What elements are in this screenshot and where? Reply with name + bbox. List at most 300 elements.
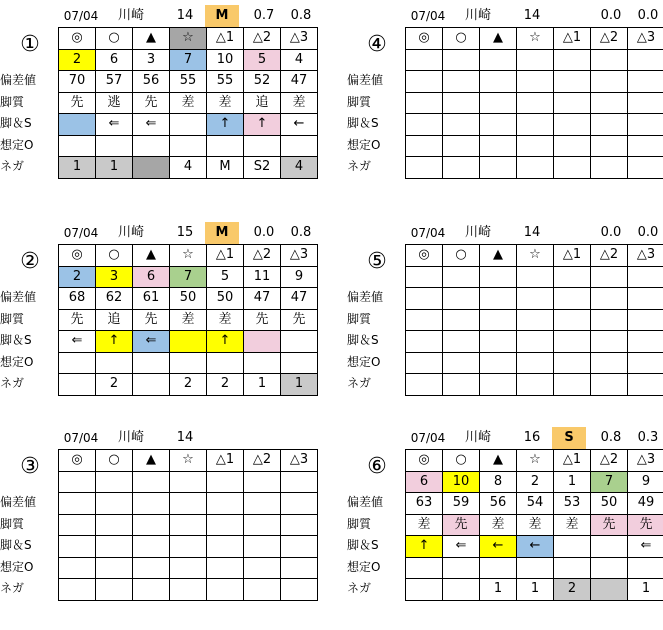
grid-cell[interactable]	[170, 114, 207, 136]
grid-cell[interactable]: 先	[443, 514, 480, 536]
grid-cell[interactable]	[244, 514, 281, 536]
grid-cell[interactable]: △1	[207, 28, 244, 50]
grid-cell[interactable]	[406, 288, 443, 310]
grid-cell[interactable]	[480, 71, 517, 93]
grid-cell[interactable]	[443, 266, 480, 288]
grid-cell[interactable]: 57	[96, 71, 133, 93]
grid-cell[interactable]	[133, 514, 170, 536]
grid-cell[interactable]: S2	[244, 157, 281, 179]
grid-cell[interactable]	[133, 352, 170, 374]
grid-cell[interactable]	[443, 71, 480, 93]
grid-cell[interactable]: 1	[628, 579, 663, 601]
grid-cell[interactable]	[406, 557, 443, 579]
grid-cell[interactable]	[591, 309, 628, 331]
grid-cell[interactable]	[96, 135, 133, 157]
grid-cell[interactable]: ▲	[133, 28, 170, 50]
grid-cell[interactable]: 54	[517, 493, 554, 515]
grid-cell[interactable]: 11	[244, 266, 281, 288]
grid-cell[interactable]	[406, 71, 443, 93]
grid-cell[interactable]	[281, 493, 318, 515]
grid-cell[interactable]	[281, 557, 318, 579]
grid-cell[interactable]	[591, 71, 628, 93]
grid-cell[interactable]	[406, 114, 443, 136]
grid-cell[interactable]	[554, 266, 591, 288]
grid-cell[interactable]	[244, 579, 281, 601]
grid-cell[interactable]	[628, 266, 663, 288]
grid-cell[interactable]: ◎	[59, 450, 96, 472]
grid-cell[interactable]	[59, 471, 96, 493]
grid-cell[interactable]	[133, 536, 170, 558]
grid-cell[interactable]: ▲	[133, 245, 170, 267]
grid-cell[interactable]: △1	[207, 245, 244, 267]
grid-cell[interactable]: ☆	[517, 245, 554, 267]
grid-cell[interactable]	[628, 114, 663, 136]
grid-cell[interactable]: ⇐	[96, 114, 133, 136]
grid-cell[interactable]	[517, 92, 554, 114]
grid-cell[interactable]	[628, 331, 663, 353]
grid-cell[interactable]: △3	[628, 245, 663, 267]
grid-cell[interactable]: 4	[170, 157, 207, 179]
grid-cell[interactable]	[554, 352, 591, 374]
grid-cell[interactable]	[480, 288, 517, 310]
grid-cell[interactable]: △3	[281, 245, 318, 267]
grid-cell[interactable]	[443, 309, 480, 331]
grid-cell[interactable]: ☆	[170, 28, 207, 50]
grid-cell[interactable]: ↑	[207, 114, 244, 136]
grid-cell[interactable]	[133, 579, 170, 601]
grid-cell[interactable]: 差	[281, 92, 318, 114]
grid-cell[interactable]: ↑	[406, 536, 443, 558]
grid-cell[interactable]	[207, 135, 244, 157]
grid-cell[interactable]	[406, 157, 443, 179]
grid-cell[interactable]: 55	[207, 71, 244, 93]
grid-cell[interactable]	[133, 157, 170, 179]
grid-cell[interactable]: 62	[96, 288, 133, 310]
grid-cell[interactable]	[554, 92, 591, 114]
grid-cell[interactable]	[628, 71, 663, 93]
grid-cell[interactable]	[244, 471, 281, 493]
grid-cell[interactable]	[628, 92, 663, 114]
grid-cell[interactable]: 差	[517, 514, 554, 536]
grid-cell[interactable]: △2	[244, 28, 281, 50]
grid-cell[interactable]	[443, 352, 480, 374]
grid-cell[interactable]	[207, 493, 244, 515]
grid-cell[interactable]	[517, 71, 554, 93]
row-label: ネガ	[0, 581, 25, 595]
grid-cell[interactable]	[207, 579, 244, 601]
grid-cell[interactable]: ←	[517, 536, 554, 558]
grid-cell[interactable]: ⇐	[443, 536, 480, 558]
grid-cell[interactable]	[517, 114, 554, 136]
grid-cell[interactable]	[443, 114, 480, 136]
grid-cell[interactable]: ○	[443, 28, 480, 50]
grid-cell[interactable]	[406, 579, 443, 601]
grid-cell[interactable]	[96, 471, 133, 493]
grid-cell[interactable]	[517, 135, 554, 157]
grid-cell[interactable]	[591, 135, 628, 157]
grid-cell[interactable]: 56	[133, 71, 170, 93]
grid-cell[interactable]	[480, 135, 517, 157]
grid-cell[interactable]	[554, 536, 591, 558]
grid-cell[interactable]	[517, 266, 554, 288]
grid-cell[interactable]	[443, 135, 480, 157]
grid-cell[interactable]: ◎	[59, 245, 96, 267]
grid-cell[interactable]	[480, 352, 517, 374]
grid-cell[interactable]	[591, 579, 628, 601]
grid-cell[interactable]: 52	[244, 71, 281, 93]
grid-cell[interactable]	[133, 493, 170, 515]
grid-cell[interactable]	[207, 557, 244, 579]
grid-cell[interactable]: 2	[96, 374, 133, 396]
grid-cell[interactable]	[480, 309, 517, 331]
grid-cell[interactable]: 差	[406, 514, 443, 536]
grid-cell[interactable]: 先	[591, 514, 628, 536]
grid-cell[interactable]: 先	[133, 309, 170, 331]
grid-cell[interactable]	[517, 49, 554, 71]
grid-cell[interactable]: 先	[244, 309, 281, 331]
grid-cell[interactable]: 53	[554, 493, 591, 515]
grid-cell[interactable]: △1	[554, 28, 591, 50]
grid-cell[interactable]	[628, 309, 663, 331]
grid-cell[interactable]: △3	[628, 450, 663, 472]
grid-cell[interactable]	[517, 331, 554, 353]
grid-cell[interactable]	[281, 536, 318, 558]
grid-cell[interactable]: 逃	[96, 92, 133, 114]
grid-cell[interactable]	[591, 288, 628, 310]
grid-cell[interactable]	[170, 579, 207, 601]
grid-cell[interactable]	[554, 114, 591, 136]
grid-cell[interactable]	[170, 331, 207, 353]
grid-cell[interactable]	[628, 135, 663, 157]
grid-cell[interactable]: 先	[628, 514, 663, 536]
grid-cell[interactable]: ▲	[480, 28, 517, 50]
grid-cell[interactable]	[443, 92, 480, 114]
grid-cell[interactable]	[96, 557, 133, 579]
grid-cell[interactable]	[591, 557, 628, 579]
grid-cell[interactable]: 70	[59, 71, 96, 93]
grid-cell[interactable]: 1	[480, 579, 517, 601]
grid-cell[interactable]	[591, 157, 628, 179]
grid-cell[interactable]: △1	[554, 450, 591, 472]
grid-cell[interactable]: 47	[244, 288, 281, 310]
grid-cell[interactable]: 差	[554, 514, 591, 536]
grid-cell[interactable]	[170, 471, 207, 493]
grid-cell[interactable]: 50	[170, 288, 207, 310]
grid-cell[interactable]: ◎	[406, 28, 443, 50]
grid-cell[interactable]: 10	[207, 49, 244, 71]
grid-cell[interactable]	[554, 331, 591, 353]
grid-cell[interactable]: ⇐	[133, 331, 170, 353]
grid-cell[interactable]: 47	[281, 288, 318, 310]
grid-cell[interactable]: 59	[443, 493, 480, 515]
grid-cell[interactable]: 差	[170, 309, 207, 331]
grid-cell[interactable]	[480, 157, 517, 179]
grid-cell[interactable]	[59, 114, 96, 136]
grid-cell[interactable]: 3	[133, 49, 170, 71]
grid-cell[interactable]: 2	[59, 266, 96, 288]
grid-cell[interactable]: 49	[628, 493, 663, 515]
race-number: ⑥	[367, 454, 387, 479]
grid-cell[interactable]: ◎	[406, 245, 443, 267]
race-mark: S	[552, 427, 586, 449]
grid-cell[interactable]	[281, 579, 318, 601]
grid-cell[interactable]: 5	[244, 49, 281, 71]
grid-cell[interactable]: 3	[96, 266, 133, 288]
grid-cell[interactable]: ↑	[244, 114, 281, 136]
grid-cell[interactable]	[96, 352, 133, 374]
grid-cell[interactable]	[517, 374, 554, 396]
grid-cell[interactable]: 4	[281, 49, 318, 71]
grid-cell[interactable]	[628, 557, 663, 579]
grid-cell[interactable]	[591, 92, 628, 114]
grid-cell[interactable]: ⇐	[59, 331, 96, 353]
grid-cell[interactable]: △1	[207, 450, 244, 472]
grid-cell[interactable]: 63	[406, 493, 443, 515]
grid-cell[interactable]	[554, 309, 591, 331]
grid-cell[interactable]	[628, 374, 663, 396]
grid-cell[interactable]: 4	[281, 157, 318, 179]
grid-cell[interactable]	[59, 557, 96, 579]
grid-cell[interactable]	[59, 536, 96, 558]
grid-cell[interactable]	[170, 536, 207, 558]
grid-cell[interactable]: △2	[591, 245, 628, 267]
grid-cell[interactable]: △3	[281, 28, 318, 50]
grid-cell[interactable]	[591, 352, 628, 374]
pace-row	[406, 331, 663, 353]
prediction-grid	[405, 27, 663, 179]
grid-cell[interactable]	[517, 309, 554, 331]
grid-cell[interactable]: 1	[244, 374, 281, 396]
grid-cell[interactable]	[244, 135, 281, 157]
grid-cell[interactable]	[59, 579, 96, 601]
grid-cell[interactable]	[443, 49, 480, 71]
grid-cell[interactable]: △3	[628, 28, 663, 50]
grid-cell[interactable]	[96, 514, 133, 536]
grid-cell[interactable]	[443, 374, 480, 396]
grid-cell[interactable]	[443, 331, 480, 353]
grid-cell[interactable]	[517, 157, 554, 179]
grid-cell[interactable]	[281, 352, 318, 374]
grid-cell[interactable]: 1	[281, 374, 318, 396]
grid-cell[interactable]	[480, 557, 517, 579]
grid-cell[interactable]: 7	[170, 49, 207, 71]
grid-cell[interactable]: 9	[628, 471, 663, 493]
grid-cell[interactable]	[59, 493, 96, 515]
grid-cell[interactable]: ○	[96, 28, 133, 50]
grid-cell[interactable]: 7	[170, 266, 207, 288]
grid-cell[interactable]	[406, 374, 443, 396]
grid-cell[interactable]	[244, 536, 281, 558]
grid-cell[interactable]	[207, 536, 244, 558]
grid-cell[interactable]: 55	[170, 71, 207, 93]
row-labels	[347, 27, 403, 178]
grid-cell[interactable]	[443, 557, 480, 579]
grid-cell[interactable]	[406, 135, 443, 157]
grid-cell[interactable]	[133, 557, 170, 579]
grid-cell[interactable]	[406, 266, 443, 288]
grid-cell[interactable]	[554, 71, 591, 93]
grid-cell[interactable]: 7	[591, 471, 628, 493]
grid-cell[interactable]: △3	[281, 450, 318, 472]
grid-cell[interactable]	[591, 374, 628, 396]
grid-cell[interactable]	[59, 374, 96, 396]
grid-cell[interactable]: ○	[443, 450, 480, 472]
grid-cell[interactable]	[628, 157, 663, 179]
grid-cell[interactable]	[554, 374, 591, 396]
grid-cell[interactable]: 1	[554, 471, 591, 493]
grid-cell[interactable]	[59, 352, 96, 374]
grid-cell[interactable]	[133, 135, 170, 157]
grid-cell[interactable]: ○	[96, 245, 133, 267]
grid-cell[interactable]: △2	[244, 450, 281, 472]
grid-cell[interactable]: △2	[591, 450, 628, 472]
grid-cell[interactable]	[480, 49, 517, 71]
grid-cell[interactable]: 6	[406, 471, 443, 493]
grid-cell[interactable]	[59, 135, 96, 157]
grid-cell[interactable]	[281, 514, 318, 536]
grid-cell[interactable]	[170, 557, 207, 579]
grid-cell[interactable]	[443, 157, 480, 179]
grid-cell[interactable]: 2	[170, 374, 207, 396]
grid-cell[interactable]	[170, 352, 207, 374]
grid-cell[interactable]: ▲	[480, 245, 517, 267]
grid-cell[interactable]: 1	[59, 157, 96, 179]
grid-cell[interactable]	[281, 135, 318, 157]
grid-cell[interactable]	[517, 352, 554, 374]
grid-cell[interactable]: 50	[591, 493, 628, 515]
grid-cell[interactable]: ○	[443, 245, 480, 267]
grid-cell[interactable]	[406, 49, 443, 71]
grid-cell[interactable]	[133, 471, 170, 493]
grid-cell[interactable]	[554, 157, 591, 179]
grid-cell[interactable]	[244, 557, 281, 579]
grid-cell[interactable]	[591, 536, 628, 558]
grid-cell[interactable]: 先	[59, 92, 96, 114]
grid-cell[interactable]: M	[207, 157, 244, 179]
grid-cell[interactable]: ◎	[59, 28, 96, 50]
grid-cell[interactable]	[517, 288, 554, 310]
grid-cell[interactable]: 50	[207, 288, 244, 310]
grid-cell[interactable]: 47	[281, 71, 318, 93]
grid-cell[interactable]	[443, 288, 480, 310]
grid-cell[interactable]: 差	[480, 514, 517, 536]
grid-cell[interactable]: ↑	[207, 331, 244, 353]
grid-cell[interactable]: △2	[591, 28, 628, 50]
grid-cell[interactable]	[207, 471, 244, 493]
grid-cell[interactable]: 差	[207, 309, 244, 331]
grid-cell[interactable]: 6	[96, 49, 133, 71]
grid-cell[interactable]	[554, 557, 591, 579]
grid-cell[interactable]: 5	[207, 266, 244, 288]
grid-cell[interactable]: 9	[281, 266, 318, 288]
grid-cell[interactable]	[207, 514, 244, 536]
grid-cell[interactable]	[406, 331, 443, 353]
grid-cell[interactable]	[406, 309, 443, 331]
grid-cell[interactable]: 2	[517, 471, 554, 493]
grid-cell[interactable]: ☆	[517, 28, 554, 50]
grid-cell[interactable]	[244, 352, 281, 374]
grid-cell[interactable]	[133, 374, 170, 396]
grid-cell[interactable]: ←	[480, 536, 517, 558]
grid-cell[interactable]: ←	[281, 114, 318, 136]
grid-cell[interactable]: ○	[96, 450, 133, 472]
grid-cell[interactable]: 8	[480, 471, 517, 493]
grid-cell[interactable]	[554, 135, 591, 157]
grid-cell[interactable]: ☆	[517, 450, 554, 472]
grid-cell[interactable]: 68	[59, 288, 96, 310]
grid-cell[interactable]	[443, 579, 480, 601]
grid-cell[interactable]: 追	[96, 309, 133, 331]
grid-cell[interactable]	[480, 266, 517, 288]
grid-cell[interactable]	[96, 579, 133, 601]
grid-cell[interactable]	[244, 493, 281, 515]
grid-cell[interactable]	[244, 331, 281, 353]
grid-cell[interactable]	[480, 114, 517, 136]
grid-cell[interactable]: 先	[281, 309, 318, 331]
grid-cell[interactable]: 差	[170, 92, 207, 114]
grid-cell[interactable]	[96, 536, 133, 558]
grid-cell[interactable]: ◎	[406, 450, 443, 472]
grid-cell[interactable]: ⇐	[133, 114, 170, 136]
grid-cell[interactable]: 61	[133, 288, 170, 310]
grid-cell[interactable]: 追	[244, 92, 281, 114]
grid-cell[interactable]	[591, 49, 628, 71]
grid-cell[interactable]: 先	[133, 92, 170, 114]
grid-cell[interactable]	[170, 514, 207, 536]
grid-cell[interactable]	[591, 331, 628, 353]
grid-cell[interactable]	[406, 92, 443, 114]
grid-cell[interactable]	[59, 514, 96, 536]
grid-cell[interactable]	[591, 266, 628, 288]
grid-cell[interactable]	[207, 352, 244, 374]
grid-cell[interactable]: 6	[133, 266, 170, 288]
grid-cell[interactable]	[628, 49, 663, 71]
grid-cell[interactable]	[281, 331, 318, 353]
grid-cell[interactable]: 2	[59, 49, 96, 71]
grid-cell[interactable]: ▲	[133, 450, 170, 472]
grid-cell[interactable]: ☆	[170, 450, 207, 472]
grid-cell[interactable]	[480, 331, 517, 353]
grid-cell[interactable]: ☆	[170, 245, 207, 267]
grid-cell[interactable]	[591, 114, 628, 136]
grid-cell[interactable]: ↑	[96, 331, 133, 353]
grid-cell[interactable]	[628, 288, 663, 310]
grid-cell[interactable]: 1	[517, 579, 554, 601]
grid-cell[interactable]: 差	[207, 92, 244, 114]
grid-cell[interactable]	[628, 352, 663, 374]
grid-cell[interactable]	[480, 92, 517, 114]
grid-cell[interactable]	[281, 471, 318, 493]
grid-cell[interactable]	[170, 493, 207, 515]
grid-cell[interactable]	[406, 352, 443, 374]
grid-cell[interactable]: 先	[59, 309, 96, 331]
grid-cell[interactable]: 56	[480, 493, 517, 515]
grid-cell[interactable]	[554, 49, 591, 71]
grid-cell[interactable]: 10	[443, 471, 480, 493]
grid-cell[interactable]: 1	[96, 157, 133, 179]
grid-cell[interactable]	[554, 288, 591, 310]
grid-cell[interactable]: ⇐	[628, 536, 663, 558]
grid-cell[interactable]	[480, 374, 517, 396]
grid-cell[interactable]: 2	[207, 374, 244, 396]
grid-cell[interactable]	[96, 493, 133, 515]
grid-cell[interactable]: 2	[554, 579, 591, 601]
grid-cell[interactable]	[517, 557, 554, 579]
grid-cell[interactable]: △1	[554, 245, 591, 267]
grid-cell[interactable]	[170, 135, 207, 157]
grid-cell[interactable]: △2	[244, 245, 281, 267]
grid-cell[interactable]: ▲	[480, 450, 517, 472]
